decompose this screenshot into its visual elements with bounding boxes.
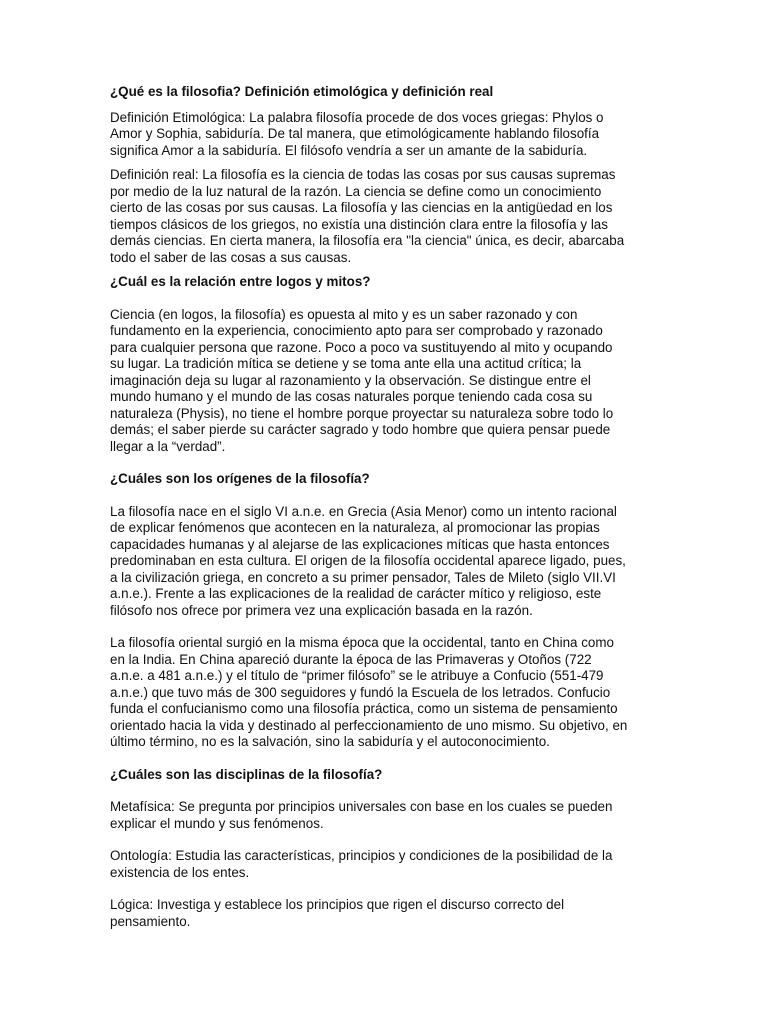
text-line: Definición Etimológica: La palabra filosofía procede de dos voces griegas: Phylos o: [110, 109, 604, 125]
paragraph-metafisica: [110, 799, 662, 832]
text-line: Amor y Sophia, sabiduría. De tal manera, que etimológicamente hablando filosofía: [110, 126, 600, 141]
heading-definicion: ¿Qué es la filosofia? Definición etimológica y definición real: [110, 84, 494, 99]
text-line: a.n.e.) que tuvo más de 300 seguidores y fundó la Escuela de los letrados. Confucio: [110, 684, 611, 700]
text-line: predominaban en esta cultura. El origen de la filosofía occidental aparece ligado, pues,: [110, 553, 626, 568]
text-line: existencia de los entes.: [110, 864, 250, 880]
paragraph-definicion-etimologica: [110, 110, 662, 160]
heading-disciplinas: ¿Cuáles son las disciplinas de la filosofía?: [110, 766, 383, 782]
document-page: [110, 84, 662, 930]
text-line: para cualquier persona que razone. Poco a poco va sustituyendo al mito y ocupando: [110, 339, 613, 355]
text-line: Metafísica: Se pregunta por principios universales con base en los cuales se pueden: [110, 799, 613, 814]
text-line: explicar el mundo y sus fenómenos.: [110, 815, 324, 831]
text-line: a la civilización griega, en concreto a su primer pensador, Tales de Mileto (siglo VII.VI: [110, 569, 616, 585]
text-line: Ontología: Estudia las características, principios y condiciones de la posibilidad de la: [110, 848, 613, 863]
heading-logos-mitos: ¿Cuál es la relación entre logos y mitos?: [110, 274, 371, 289]
text-line: por medio de la luz natural de la razón. La ciencia se define como un conocimiento: [110, 183, 602, 199]
paragraph-origenes-occidental: [110, 504, 662, 620]
paragraph-logos-mitos: [110, 307, 662, 456]
text-line: demás ciencias. En cierta manera, la filosofía era "la ciencia" única, es decir, abarcaba: [110, 233, 625, 248]
text-line: en la India. En China apareció durante la época de las Primaveras y Otoños (722: [110, 651, 592, 667]
text-line: todo el saber de las cosas a sus causas.: [110, 249, 352, 265]
text-line: pensamiento.: [110, 913, 191, 929]
text-line: tiempos clásicos de los griegos, no existía una distinción clara entre la filosofía y las: [110, 216, 608, 232]
text-line: Definición real: La filosofía es la ciencia de todas las cosas por sus causas supremas: [110, 167, 616, 182]
text-line: demás; el saber pierde su carácter sagrado y todo hombre que quiera pensar puede: [110, 422, 611, 437]
text-line: cierto de las cosas por sus causas. La filosofía y las ciencias en la antigüedad en los: [110, 200, 613, 215]
text-line: La filosofía oriental surgió en la misma época que la occidental, tanto en China como: [110, 635, 614, 650]
paragraph-definicion-real: [110, 167, 662, 266]
text-line: Ciencia (en logos, la filosofía) es opuesta al mito y es un saber razonado y con: [110, 306, 578, 322]
text-line: fundamento en la experiencia, conocimiento apto para ser comprobado y razonado: [110, 323, 603, 338]
text-line: a.n.e. a 481 a.n.e.) y el título de “primer filósofo” se le atribuye a Confucio (551-479: [110, 668, 604, 683]
text-line: de explicar fenómenos que acontecen en la naturaleza, al promocionar las propias: [110, 520, 600, 535]
paragraph-logica: [110, 897, 662, 930]
text-line: imaginación deja su lugar al razonamiento y la observación. Se distingue entre el: [110, 372, 591, 388]
text-line: naturaleza (Physis), no tiene el hombre porque proyectar su naturaleza sobre todo lo: [110, 405, 614, 421]
paragraph-ontologia: [110, 848, 662, 881]
text-line: funda el confucianismo como una filosofía práctica, como un sistema de pensamiento: [110, 701, 618, 716]
heading-origenes: ¿Cuáles son los orígenes de la filosofía?: [110, 471, 370, 486]
text-line: orientado hacia la vida y destinado al perfeccionamiento de uno mismo. Su objetivo, en: [110, 717, 628, 733]
text-line: llegar a la “verdad”.: [110, 438, 226, 454]
text-line: a.n.e.). Frente a las explicaciones de la realidad de carácter mítico y religioso, este: [110, 586, 602, 601]
text-line: capacidades humanas y al alejarse de las explicaciones míticas que hasta entonces: [110, 536, 610, 552]
text-line: significa Amor a la sabiduría. El filósofo vendría a ser un amante de la sabiduría.: [110, 142, 588, 158]
text-line: mundo humano y el mundo de las cosas naturales porque teniendo cada cosa su: [110, 389, 593, 404]
text-line: último término, no es la salvación, sino la sabiduría y el autoconocimiento.: [110, 734, 550, 749]
text-line: La filosofía nace en el siglo VI a.n.e. en Grecia (Asia Menor) como un intento racional: [110, 503, 617, 519]
text-line: Lógica: Investiga y establece los principios que rigen el discurso correcto del: [110, 897, 565, 912]
paragraph-origenes-oriental: [110, 635, 662, 751]
text-line: filósofo nos ofrece por primera vez una explicación basada en la razón.: [110, 602, 533, 618]
text-line: su lugar. La tradición mítica se detiene y se toma ante ella una actitud crítica; la: [110, 356, 582, 371]
